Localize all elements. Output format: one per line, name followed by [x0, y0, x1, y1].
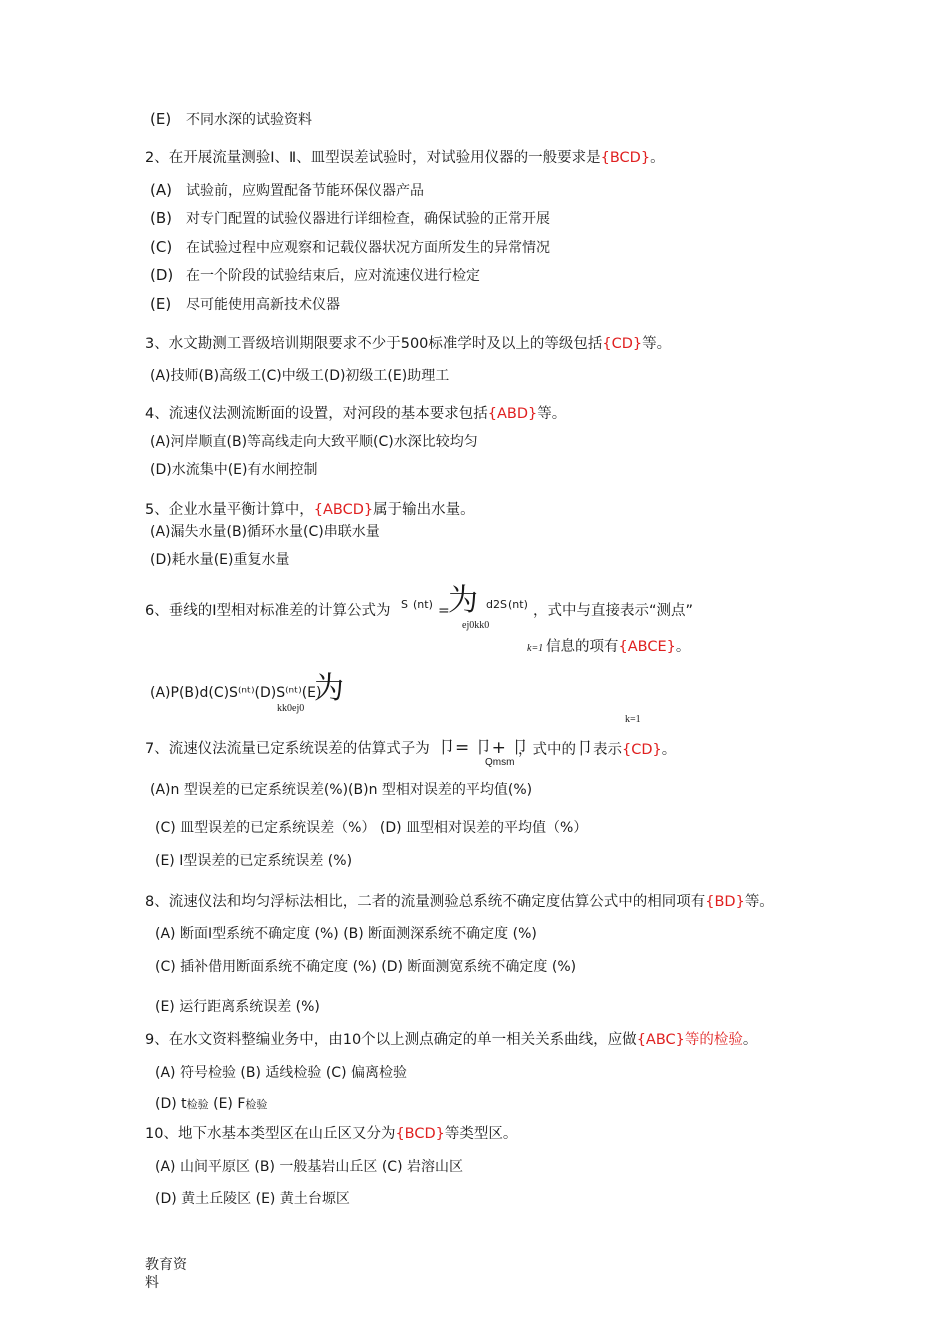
question-5-stem — [145, 501, 475, 519]
option-text: 不同水深的试验资料 — [186, 112, 312, 128]
q2-option-e — [150, 295, 340, 314]
stem-end: 。 — [742, 1032, 758, 1048]
option-text: 在试验过程中应观察和记载仪器状况方面所发生的异常情况 — [186, 240, 550, 256]
option-label: (D) — [150, 266, 174, 284]
formula-d2s: d2S — [486, 598, 507, 611]
stem-text: 10、地下水基本类型区在山丘区又分为 — [145, 1126, 396, 1142]
formula-p: 卩 — [576, 739, 593, 759]
answer-text: {ABCE} — [618, 639, 676, 655]
question-3-stem — [145, 335, 671, 353]
stem-text: 2、在开展流量测验Ⅰ、Ⅱ、皿型误差试验时，对试验用仪器的一般要求是 — [145, 150, 601, 166]
stem-text-2: 表示 — [593, 742, 622, 758]
q9-options-line-1: (A) 符号检验 (B) 适线检验 (C) 偏离检验 — [155, 1065, 407, 1081]
formula-subscript: ej0kk0 — [462, 620, 490, 631]
stem-text: 4、流速仪法测流断面的设置，对河段的基本要求包括 — [145, 406, 488, 422]
footer-line-2: 料 — [145, 1275, 159, 1291]
q7-options-line-1: (A)n 型误差的已定系统误差(%)(B)n 型相对误差的平均值(%) — [150, 782, 533, 798]
option-label: (C) — [150, 238, 173, 256]
option-text: 尽可能使用高新技术仪器 — [186, 297, 340, 313]
stem-text: 5、企业水量平衡计算中， — [145, 502, 314, 518]
answer-text: {BCD} — [395, 1126, 445, 1142]
stem-text: 信息的项有 — [546, 639, 619, 655]
stem-text: ，式中的 — [518, 742, 576, 758]
stem-end: 。 — [675, 639, 691, 655]
stem-end: 。 — [661, 742, 677, 758]
formula-7: 卩= 卩+ 卩 — [438, 738, 529, 758]
answer-text: {CD} — [602, 336, 643, 352]
question-10-stem — [145, 1125, 517, 1143]
formula-7-subscript: Qmsm — [485, 757, 515, 768]
question-7-stem-cont — [518, 740, 676, 759]
option-e-label: (E) F — [208, 1096, 246, 1112]
q8-options-line-1: (A) 断面Ⅰ型系统不确定度 (%) (B) 断面测深系统不确定度 (%) — [155, 926, 537, 942]
options-sum-symbol: 为 — [314, 671, 344, 706]
formula-equals: = — [438, 603, 450, 619]
question-6-line-2 — [546, 638, 690, 656]
question-6-stem: 6、垂线的Ⅰ型相对标准差的计算公式为 — [145, 603, 391, 619]
option-label: (E) — [150, 110, 172, 128]
q8-options-line-2: (C) 插补借用断面系统不确定度 (%) (D) 断面测宽系统不确定度 (%) — [155, 959, 577, 975]
q10-options-line-1: (A) 山间平原区 (B) 一般基岩山丘区 (C) 岩溶山区 — [155, 1159, 463, 1175]
answer-text: {ABC}等的检验 — [636, 1032, 743, 1048]
option-text: 试验前，应购置配备节能环保仪器产品 — [186, 183, 424, 199]
question-2-stem — [145, 149, 665, 167]
option-e-text: 检验 — [245, 1098, 268, 1111]
q2-option-d — [150, 266, 480, 285]
answer-text: {BD} — [705, 894, 745, 910]
q7-options-line-2: (C) 皿型误差的已定系统误差（%） (D) 皿型相对误差的平均值（%） — [155, 820, 588, 836]
q10-options-line-2: (D) 黄土丘陵区 (E) 黄土台塬区 — [155, 1191, 350, 1207]
stem-end: 等。 — [642, 336, 672, 352]
q5-options-line-1: (A)漏失水量(B)循环水量(C)串联水量 — [150, 524, 380, 540]
answer-text: {BCD} — [600, 150, 651, 166]
question-7-stem: 7、流速仪法流量已定系统误差的估算式子为 — [145, 741, 430, 757]
question-6-stem-cont: ，式中与直接表示“测点” — [533, 603, 694, 619]
formula-nt-2: (nt) — [508, 598, 528, 611]
option-d-text: 检验 — [186, 1098, 209, 1111]
q2-option-c — [150, 238, 550, 257]
q2-option-b — [150, 209, 550, 228]
formula-sum-symbol: 为 — [448, 583, 478, 618]
option-label: (B) — [150, 209, 172, 227]
stem-end: 属于输出水量。 — [373, 502, 475, 518]
question-4-stem — [145, 405, 566, 423]
options-subscript: kk0ej0 — [277, 703, 305, 714]
stem-end: 等。 — [537, 406, 567, 422]
stem-text: 3、水文勘测工晋级培训期限要求不少于500标准学时及以上的等级包括 — [145, 336, 603, 352]
option-text: 在一个阶段的试验结束后，应对流速仪进行检定 — [186, 268, 480, 284]
q9-options-line-2 — [155, 1095, 267, 1114]
answer-text: {ABCD} — [313, 502, 374, 518]
question-8-stem — [145, 893, 774, 911]
q5-options-line-2: (D)耗水量(E)重复水量 — [150, 552, 290, 568]
options-k-index: k=1 — [625, 714, 641, 725]
footer-line-1: 教育资 — [145, 1257, 187, 1273]
question-9-stem — [145, 1031, 757, 1049]
option-label: (A) — [150, 181, 172, 199]
answer-text: {ABD} — [487, 406, 538, 422]
stem-text: 9、在水文资料整编业务中，由10个以上测点确定的单一相关关系曲线，应做 — [145, 1032, 637, 1048]
stem-end: 等。 — [744, 894, 774, 910]
stem-end: 。 — [650, 150, 665, 166]
q7-options-line-3: (E) Ⅰ型误差的已定系统误差 (%) — [155, 853, 353, 869]
stem-end: 等类型区。 — [444, 1126, 518, 1142]
q8-options-line-3: (E) 运行距离系统误差 (%) — [155, 999, 320, 1015]
q4-options-line-1: (A)河岸顺直(B)等高线走向大致平顺(C)水深比较均匀 — [150, 434, 478, 450]
stem-text: 8、流速仪法和均匀浮标法相比，二者的流量测验总系统不确定度估算公式中的相同项有 — [145, 894, 706, 910]
option-d-label: (D) t — [155, 1096, 187, 1112]
option-text: 对专门配置的试验仪器进行详细检查，确保试验的正常开展 — [186, 211, 550, 227]
q2-option-a — [150, 181, 424, 200]
option-label: (E) — [150, 295, 172, 313]
q4-options-line-2: (D)水流集中(E)有水闸控制 — [150, 462, 318, 478]
formula-nt: (nt) — [413, 598, 433, 611]
formula-s: S — [401, 598, 408, 611]
answer-text: {CD} — [622, 742, 662, 758]
formula-k-index: k=1 — [527, 643, 544, 654]
q6-options: (A)P(B)d(C)S⁽ⁿᵗ⁾(D)S⁽ⁿᵗ⁾(E) — [150, 685, 322, 701]
q3-options: (A)技师(B)高级工(C)中级工(D)初级工(E)助理工 — [150, 368, 450, 384]
q1-option-e — [150, 110, 312, 129]
